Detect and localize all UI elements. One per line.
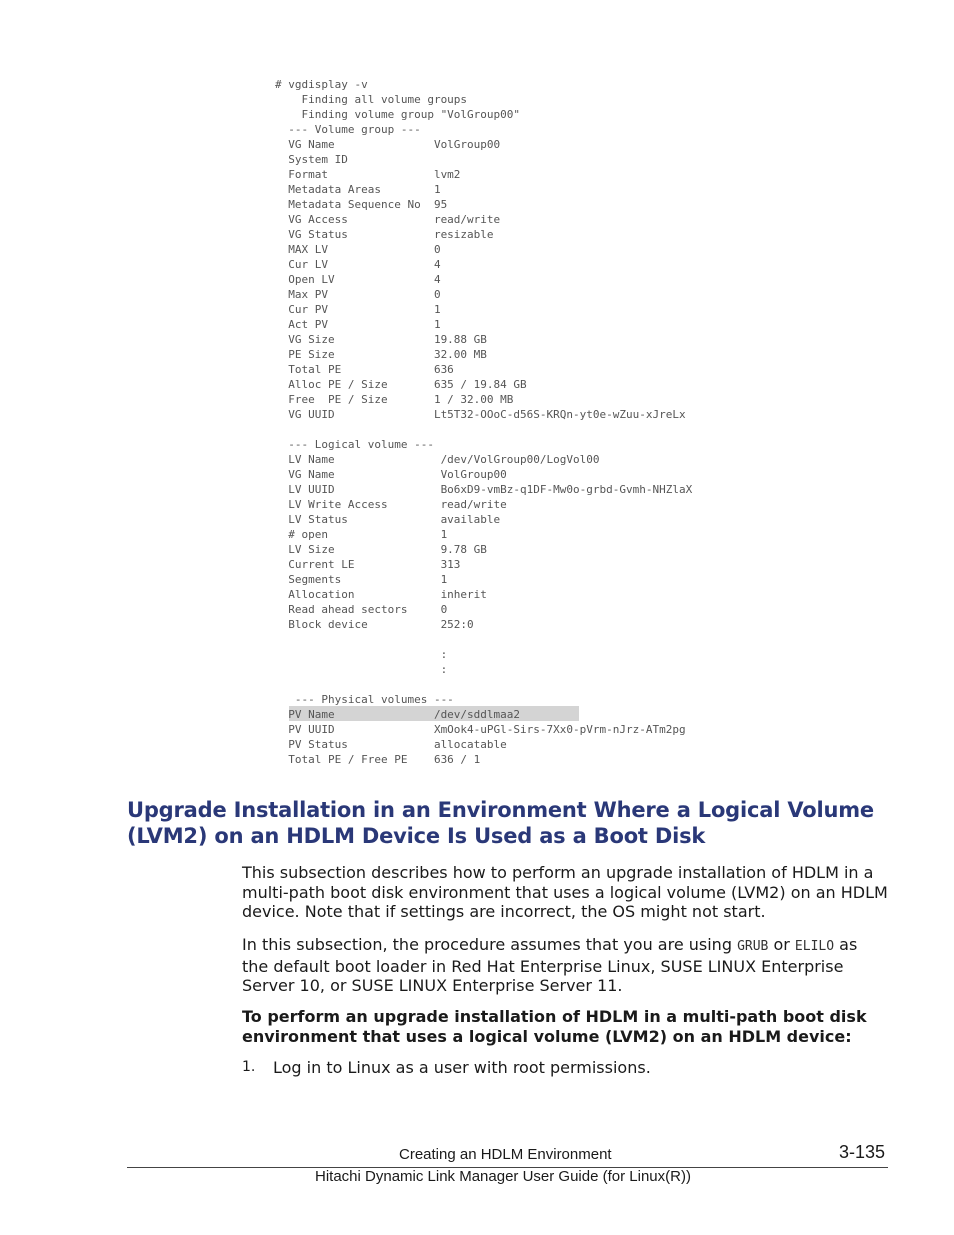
code-line: Cur LV 4: [275, 258, 441, 271]
step-text: Log in to Linux as a user with root permissions.: [273, 1058, 651, 1077]
code-line: # open 1: [275, 528, 448, 541]
code-line: PV UUID XmOok4-uPGl-Sirs-7Xx0-pVrm-nJrz-ATm2pg: [275, 723, 686, 736]
code-line: Total PE 636: [275, 363, 454, 376]
code-line: --- Volume group ---: [275, 123, 421, 136]
code-line: Total PE / Free PE 636 / 1: [275, 753, 481, 766]
code-line: System ID: [275, 153, 348, 166]
code-line: Act PV 1: [275, 318, 441, 331]
code-line: Allocation inherit: [275, 588, 487, 601]
footer-book-title: Hitachi Dynamic Link Manager User Guide (for Linux(R)): [315, 1168, 691, 1185]
code-line: Max PV 0: [275, 288, 441, 301]
code-line: Current LE 313: [275, 558, 461, 571]
procedure-title: To perform an upgrade installation of HDLM in a multi-path boot disk environment that uses a logical volume (LVM2) on an HDLM device:: [242, 1007, 867, 1046]
code-line: MAX LV 0: [275, 243, 441, 256]
code-line: VG Size 19.88 GB: [275, 333, 487, 346]
code-line: --- Logical volume ---: [275, 438, 434, 451]
code-line: LV Name /dev/VolGroup00/LogVol00: [275, 453, 600, 466]
code-line: Block device 252:0: [275, 618, 474, 631]
code-line: Metadata Sequence No 95: [275, 198, 448, 211]
code-line: # vgdisplay -v: [275, 78, 368, 91]
intro-paragraph: This subsection describes how to perform an upgrade installation of HDLM in a multi-path boot disk environment that uses a logical volume (LVM2) on an HDLM device. Note that if settings are incorrect, the OS might not start.: [242, 863, 888, 921]
code-line: LV Write Access read/write: [275, 498, 507, 511]
code-line: VG UUID Lt5T32-OOoC-d56S-KRQn-yt0e-wZuu-xJreLx: [275, 408, 686, 421]
code-line: Alloc PE / Size 635 / 19.84 GB: [275, 378, 527, 391]
page-number: 3-135: [839, 1142, 886, 1162]
code-line: LV Size 9.78 GB: [275, 543, 487, 556]
code-line: VG Status resizable: [275, 228, 494, 241]
code-line: --- Physical volumes ---: [275, 693, 454, 706]
code-line: :: [275, 648, 448, 661]
code-line: Finding volume group "VolGroup00": [275, 108, 521, 121]
code-line: VG Access read/write: [275, 213, 501, 226]
grub-code: GRUB: [737, 939, 769, 954]
code-line: PV Status allocatable: [275, 738, 507, 751]
code-line: VG Name VolGroup00: [275, 138, 501, 151]
elilo-code: ELILO: [794, 939, 835, 954]
code-line: LV UUID Bo6xD9-vmBz-q1DF-Mw0o-grbd-Gvmh-NHZlaX: [275, 483, 693, 496]
code-line: Metadata Areas 1: [275, 183, 441, 196]
code-line: Segments 1: [275, 573, 448, 586]
section-heading: Upgrade Installation in an Environment Where a Logical Volume (LVM2) on an HDLM Device Is Used as a Boot Disk: [127, 798, 874, 848]
code-line: PE Size 32.00 MB: [275, 348, 487, 361]
code-line: :: [275, 663, 448, 676]
code-line: Finding all volume groups: [275, 93, 468, 106]
step-number: 1.: [242, 1059, 256, 1075]
code-line: Open LV 4: [275, 273, 441, 286]
code-line: PV Name /dev/sddlmaa2: [275, 708, 521, 721]
footer-section-title: Creating an HDLM Environment: [399, 1146, 612, 1163]
code-line: Cur PV 1: [275, 303, 441, 316]
code-line: Free PE / Size 1 / 32.00 MB: [275, 393, 514, 406]
code-line: VG Name VolGroup00: [275, 468, 507, 481]
code-line: Format lvm2: [275, 168, 461, 181]
bootloader-paragraph: In this subsection, the procedure assumes that you are using GRUB or ELILO as the default boot loader in Red Hat Enterprise Linux, SUSE LINUX Enterprise Server 10, or SUSE LINUX Enterprise Server 11.: [242, 935, 858, 995]
code-line: LV Status available: [275, 513, 501, 526]
code-line: Read ahead sectors 0: [275, 603, 448, 616]
